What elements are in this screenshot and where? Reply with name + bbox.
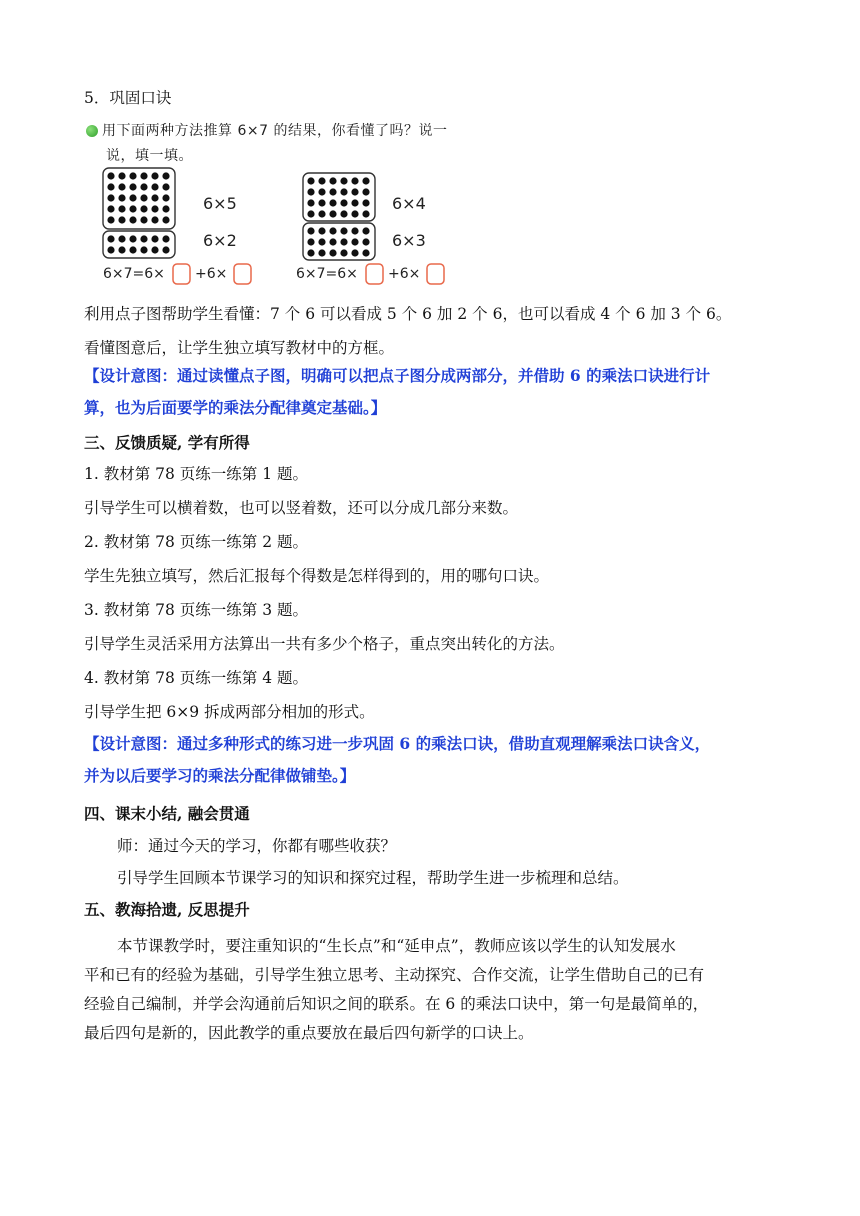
section-3-title: 三、反馈质疑, 学有所得	[84, 433, 250, 452]
dot	[151, 183, 158, 190]
left-label-bottom: 6×2	[203, 231, 237, 250]
right-label-top: 6×4	[392, 194, 426, 213]
dot	[362, 188, 369, 195]
dot	[362, 249, 369, 256]
dot	[318, 177, 325, 184]
dot	[307, 210, 314, 217]
dot	[140, 216, 147, 223]
dot	[307, 177, 314, 184]
dot	[329, 238, 336, 245]
dot	[118, 235, 125, 242]
exercise-item-4-desc: 引导学生把 6×9 拆成两部分相加的形式。	[84, 703, 375, 721]
dot	[340, 227, 347, 234]
dot	[129, 172, 136, 179]
dot	[351, 227, 358, 234]
dot	[118, 183, 125, 190]
right-answer-box-1	[366, 264, 383, 284]
exercise-item-1-desc: 引导学生可以横着数，也可以竖着数，还可以分成几部分来数。	[84, 499, 519, 517]
right-dot-group-bottom	[307, 227, 369, 256]
dot	[140, 194, 147, 201]
dot	[329, 188, 336, 195]
right-equation-part-b: +6×	[388, 266, 421, 282]
design-intent-1-line-2: 算，也为后面要学的乘法分配律奠定基础。】	[84, 398, 387, 417]
dot	[318, 199, 325, 206]
dot	[329, 249, 336, 256]
dot	[151, 205, 158, 212]
dot	[307, 199, 314, 206]
exercise-item-2: 2. 教材第 78 页练一练第 2 题。	[84, 533, 309, 551]
right-answer-box-2	[427, 264, 444, 284]
dot	[162, 216, 169, 223]
section-4-teacher-question: 师：通过今天的学习，你都有哪些收获？	[117, 837, 397, 855]
dot	[107, 194, 114, 201]
dot	[151, 172, 158, 179]
dot	[118, 246, 125, 253]
dot	[140, 246, 147, 253]
dot	[340, 210, 347, 217]
green-bullet-icon	[86, 125, 98, 137]
dot	[107, 172, 114, 179]
right-label-bottom: 6×3	[392, 231, 426, 250]
dot	[351, 177, 358, 184]
dot	[162, 183, 169, 190]
reflection-line-2: 平和已有的经验为基础，引导学生独立思考、主动探究、合作交流，让学生借助自己的已有	[84, 966, 705, 984]
dot	[162, 246, 169, 253]
section-5-reflection-title: 五、教海拾遗, 反思提升	[84, 900, 250, 919]
dot	[351, 210, 358, 217]
dot	[151, 216, 158, 223]
dot	[107, 235, 114, 242]
dot	[107, 205, 114, 212]
reflection-line-3: 经验自己编制，并学会沟通前后知识之间的联系。在 6 的乘法口诀中，第一句是最简单的，	[84, 995, 709, 1013]
dot	[129, 246, 136, 253]
dot	[151, 235, 158, 242]
dot	[118, 194, 125, 201]
dot	[129, 205, 136, 212]
dot	[340, 249, 347, 256]
right-equation-part-a: 6×7=6×	[296, 266, 358, 282]
exercise-item-2-desc: 学生先独立填写，然后汇报每个得数是怎样得到的，用的哪句口诀。	[84, 567, 550, 585]
dot	[351, 199, 358, 206]
dot	[351, 238, 358, 245]
dot	[351, 249, 358, 256]
left-label-top: 6×5	[203, 194, 237, 213]
dot	[340, 238, 347, 245]
paragraph-dot-explanation: 利用点子图帮助学生看懂：7 个 6 可以看成 5 个 6 加 2 个 6，也可以看成 4 个 6 加 3 个 6。	[84, 305, 732, 323]
dot	[318, 238, 325, 245]
dot	[307, 227, 314, 234]
right-dot-group-top	[307, 177, 369, 217]
dot	[329, 210, 336, 217]
dot	[162, 172, 169, 179]
dot	[362, 199, 369, 206]
reflection-line-1: 本节课教学时，要注重知识的“生长点”和“延申点”，教师应该以学生的认知发展水	[117, 937, 676, 955]
dot	[140, 183, 147, 190]
dot	[318, 249, 325, 256]
dot	[340, 188, 347, 195]
section-4-summary: 引导学生回顾本节课学习的知识和探究过程，帮助学生进一步梳理和总结。	[117, 869, 629, 887]
dot	[362, 238, 369, 245]
dot	[118, 216, 125, 223]
left-dot-group-top	[107, 172, 169, 223]
dot	[118, 172, 125, 179]
dot	[329, 177, 336, 184]
figure-question-line-2: 说，填一填。	[106, 148, 193, 164]
dot	[129, 183, 136, 190]
section-5-title: 5．巩固口诀	[84, 89, 172, 107]
dot	[340, 199, 347, 206]
dot	[129, 216, 136, 223]
exercise-item-3-desc: 引导学生灵活采用方法算出一共有多少个格子，重点突出转化的方法。	[84, 635, 565, 653]
dot	[129, 235, 136, 242]
dot	[351, 188, 358, 195]
dot	[329, 199, 336, 206]
exercise-item-3: 3. 教材第 78 页练一练第 3 题。	[84, 601, 309, 619]
left-equation-part-a: 6×7=6×	[103, 266, 165, 282]
dot	[362, 210, 369, 217]
dot	[162, 235, 169, 242]
section-4-title: 四、课末小结, 融会贯通	[84, 804, 250, 823]
left-answer-box-1	[173, 264, 190, 284]
dot	[329, 227, 336, 234]
exercise-item-4: 4. 教材第 78 页练一练第 4 题。	[84, 669, 309, 687]
dot	[162, 194, 169, 201]
figure-question-line-1: 用下面两种方法推算 6×7 的结果，你看懂了吗？说一	[102, 123, 448, 139]
dot	[107, 246, 114, 253]
dot-array-figure	[0, 160, 860, 310]
left-answer-box-2	[234, 264, 251, 284]
exercise-item-1: 1. 教材第 78 页练一练第 1 题。	[84, 465, 309, 483]
dot	[362, 177, 369, 184]
reflection-line-4: 最后四句是新的，因此教学的重点要放在最后四句新学的口诀上。	[84, 1024, 534, 1042]
dot	[151, 194, 158, 201]
dot	[362, 227, 369, 234]
dot	[318, 188, 325, 195]
design-intent-2-line-2: 并为以后要学习的乘法分配律做铺垫。】	[84, 766, 356, 785]
dot	[307, 188, 314, 195]
design-intent-2-line-1: 【设计意图：通过多种形式的练习进一步巩固 6 的乘法口诀，借助直观理解乘法口诀含义，	[84, 734, 711, 753]
dot	[140, 172, 147, 179]
dot	[318, 210, 325, 217]
left-equation-part-b: +6×	[195, 266, 228, 282]
dot	[140, 235, 147, 242]
dot	[107, 216, 114, 223]
paragraph-fill-boxes: 看懂图意后，让学生独立填写教材中的方框。	[84, 339, 395, 357]
left-dot-group-bottom	[107, 235, 169, 253]
dot	[129, 194, 136, 201]
dot	[118, 205, 125, 212]
dot	[307, 249, 314, 256]
dot	[307, 238, 314, 245]
dot	[318, 227, 325, 234]
dot	[107, 183, 114, 190]
design-intent-1-line-1: 【设计意图：通过读懂点子图，明确可以把点子图分成两部分，并借助 6 的乘法口诀进行计	[84, 366, 711, 385]
left-dot-group-bottom-outline	[103, 231, 175, 258]
dot	[140, 205, 147, 212]
dot	[340, 177, 347, 184]
dot	[162, 205, 169, 212]
dot	[151, 246, 158, 253]
